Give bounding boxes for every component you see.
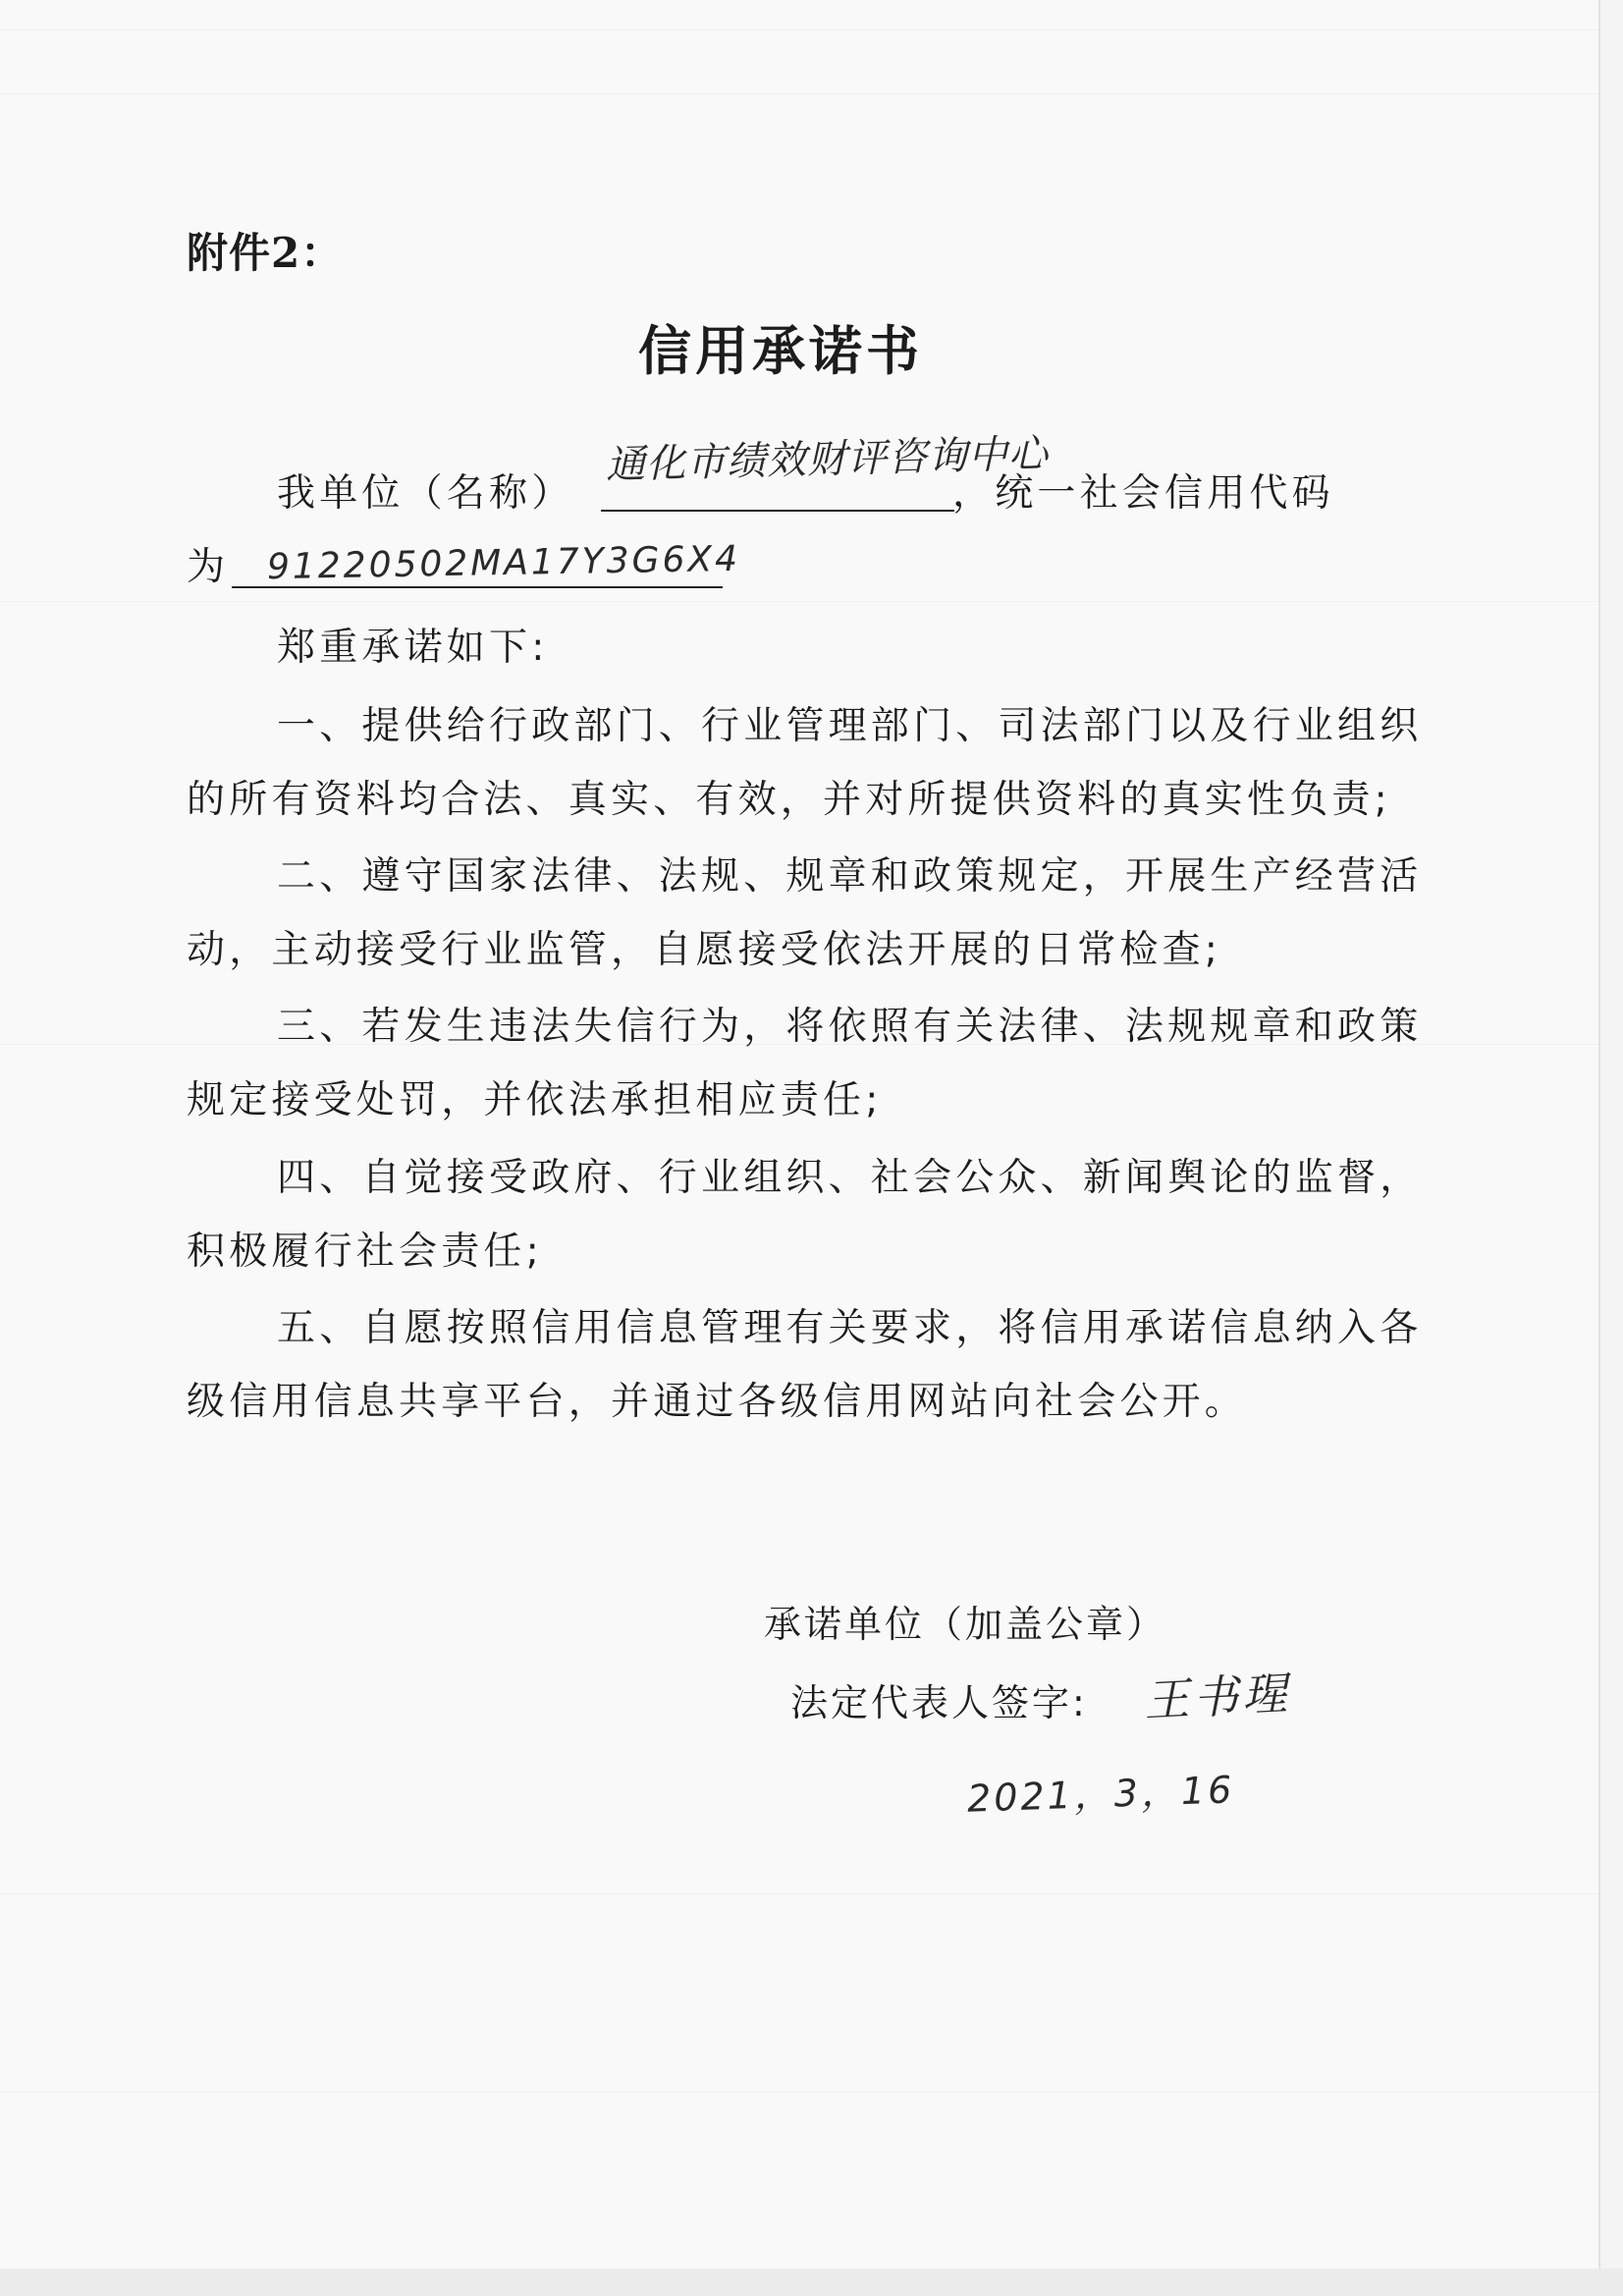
legal-rep-signature: 王书瑆 <box>1142 1667 1293 1727</box>
scan-artifact-line <box>0 1893 1598 1894</box>
commitment-item-3-line1: 三、若发生违法失信行为，将依照有关法律、法规规章和政策 <box>277 1005 1423 1049</box>
commitment-item-1-line1: 一、提供给行政部门、行业管理部门、司法部门以及行业组织 <box>277 704 1423 748</box>
commitment-item-1-line2: 的所有资料均合法、真实、有效，并对所提供资料的真实性负责; <box>187 778 1391 822</box>
intro-prefix: 我单位（名称） <box>277 471 574 516</box>
document-title: 信用承诺书 <box>638 319 923 382</box>
promising-unit-label: 承诺单位（加盖公章） <box>764 1603 1167 1646</box>
commitment-item-4-line2: 积极履行社会责任; <box>187 1230 543 1274</box>
handwritten-date: 2021，3，16 <box>966 1768 1235 1821</box>
handwritten-credit-code: 91220502MA17Y3G6X4 <box>266 538 741 588</box>
scan-artifact-line <box>0 29 1598 30</box>
commitment-item-2-line2: 动，主动接受行业监管，自愿接受依法开展的日常检查; <box>187 928 1222 972</box>
commitment-item-5-line1: 五、自愿按照信用信息管理有关要求，将信用承诺信息纳入各 <box>277 1306 1423 1350</box>
scan-bottom-edge <box>0 2269 1623 2296</box>
handwritten-org-name: 通化市绩效财评咨询中心 <box>605 431 1050 488</box>
commitment-item-3-line2: 规定接受处罚，并依法承担相应责任; <box>187 1078 883 1122</box>
credit-code-underline <box>232 586 723 588</box>
scan-artifact-line <box>0 601 1598 602</box>
commitment-item-5-line2: 级信用信息共享平台，并通过各级信用网站向社会公开。 <box>187 1380 1248 1424</box>
commitment-item-4-line1: 四、自觉接受政府、行业组织、社会公众、新闻舆论的监督， <box>277 1156 1423 1200</box>
scan-artifact-line <box>0 93 1598 94</box>
commitment-item-2-line1: 二、遵守国家法律、法规、规章和政策规定，开展生产经营活 <box>277 854 1423 899</box>
intro-suffix: ，统一社会信用代码 <box>952 471 1334 516</box>
scan-artifact-line <box>0 2092 1598 2093</box>
commit-heading: 郑重承诺如下: <box>277 626 549 670</box>
code-prefix: 为 <box>187 545 230 589</box>
org-name-underline <box>601 510 954 512</box>
attachment-label: 附件2： <box>187 229 344 277</box>
legal-rep-label: 法定代表人签字: <box>790 1681 1088 1724</box>
